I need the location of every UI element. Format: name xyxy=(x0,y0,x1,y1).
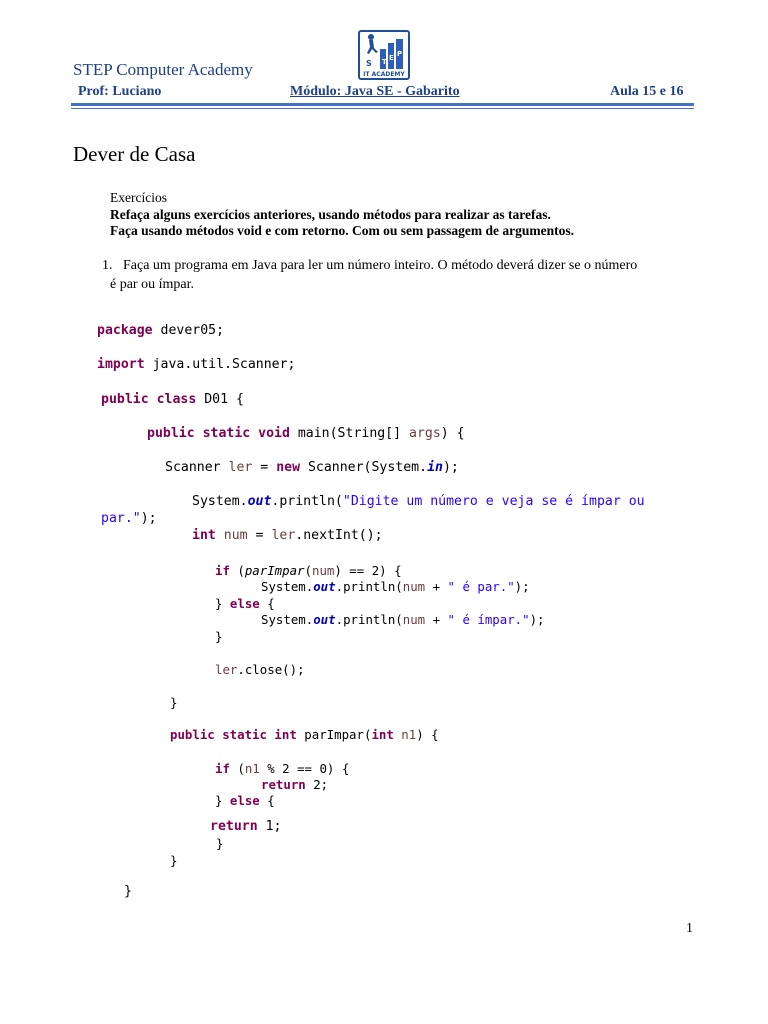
logo-letter-s: S xyxy=(366,59,372,68)
code-line-package: package dever05; xyxy=(97,323,225,338)
header-rule-thin xyxy=(71,108,694,109)
code-line-close-if: } xyxy=(215,629,223,644)
code-line-close-method: } xyxy=(170,853,178,868)
code-line-class: public class D01 { xyxy=(101,392,244,407)
code-line-scanner-close: ler.close(); xyxy=(215,662,305,677)
code-line-if-mod: if (n1 % 2 == 0) { xyxy=(215,761,350,776)
question-text-line-2: é par ou ímpar. xyxy=(110,277,194,292)
question-number: 1. xyxy=(102,258,113,273)
instruction-line-1: Refaça alguns exercícios anteriores, usando métodos para realizar as tarefas. xyxy=(110,207,551,222)
logo-letter-p: P xyxy=(397,50,403,58)
page-title: Dever de Casa xyxy=(73,142,196,166)
header-rule-thick xyxy=(71,103,694,106)
code-line-if-parimpar: if (parImpar(num) == 2) { xyxy=(215,563,402,578)
code-line-print-par: System.out.println(num + " é par."); xyxy=(261,579,530,594)
page-number: 1 xyxy=(686,921,693,936)
code-line-scanner: Scanner ler = new Scanner(System.in); xyxy=(165,460,459,475)
code-line-else: } else { xyxy=(215,596,275,611)
logo-subtitle: IT ACADEMY xyxy=(363,71,405,78)
code-line-return-2: return 2; xyxy=(261,777,329,792)
code-line-import: import java.util.Scanner; xyxy=(97,357,296,372)
code-line-return-1: return 1; xyxy=(210,819,282,834)
code-line-println-prompt: System.out.println("Digite um número e veja se é ímpar ou xyxy=(192,494,645,509)
professor-label: Prof: Luciano xyxy=(78,84,162,99)
code-line-read-int: int num = ler.nextInt(); xyxy=(192,528,383,543)
code-line-method-parimpar: public static int parImpar(int n1) { xyxy=(170,727,439,742)
code-line-main: public static void main(String[] args) { xyxy=(147,426,465,441)
code-line-print-impar: System.out.println(num + " é ímpar."); xyxy=(261,612,545,627)
instruction-line-2: Faça usando métodos void e com retorno. Com ou sem passagem de argumentos. xyxy=(110,223,574,238)
logo-letter-t: T xyxy=(382,58,387,66)
academy-name: STEP Computer Academy xyxy=(73,60,253,79)
code-line-close-else: } xyxy=(216,836,224,851)
code-line-close-main: } xyxy=(170,695,178,710)
exercises-label: Exercícios xyxy=(110,190,167,205)
lesson-label: Aula 15 e 16 xyxy=(610,84,684,99)
code-line-close-class: } xyxy=(124,884,132,899)
question-text-line-1: Faça um programa em Java para ler um número inteiro. O método deverá dizer se o número xyxy=(123,258,638,273)
module-label: Módulo: Java SE - Gabarito xyxy=(290,84,460,99)
logo-letter-e: E xyxy=(389,54,394,62)
code-line-println-prompt-cont: par."); xyxy=(101,511,157,526)
step-academy-logo xyxy=(358,30,410,80)
code-line-else-2: } else { xyxy=(215,793,275,808)
